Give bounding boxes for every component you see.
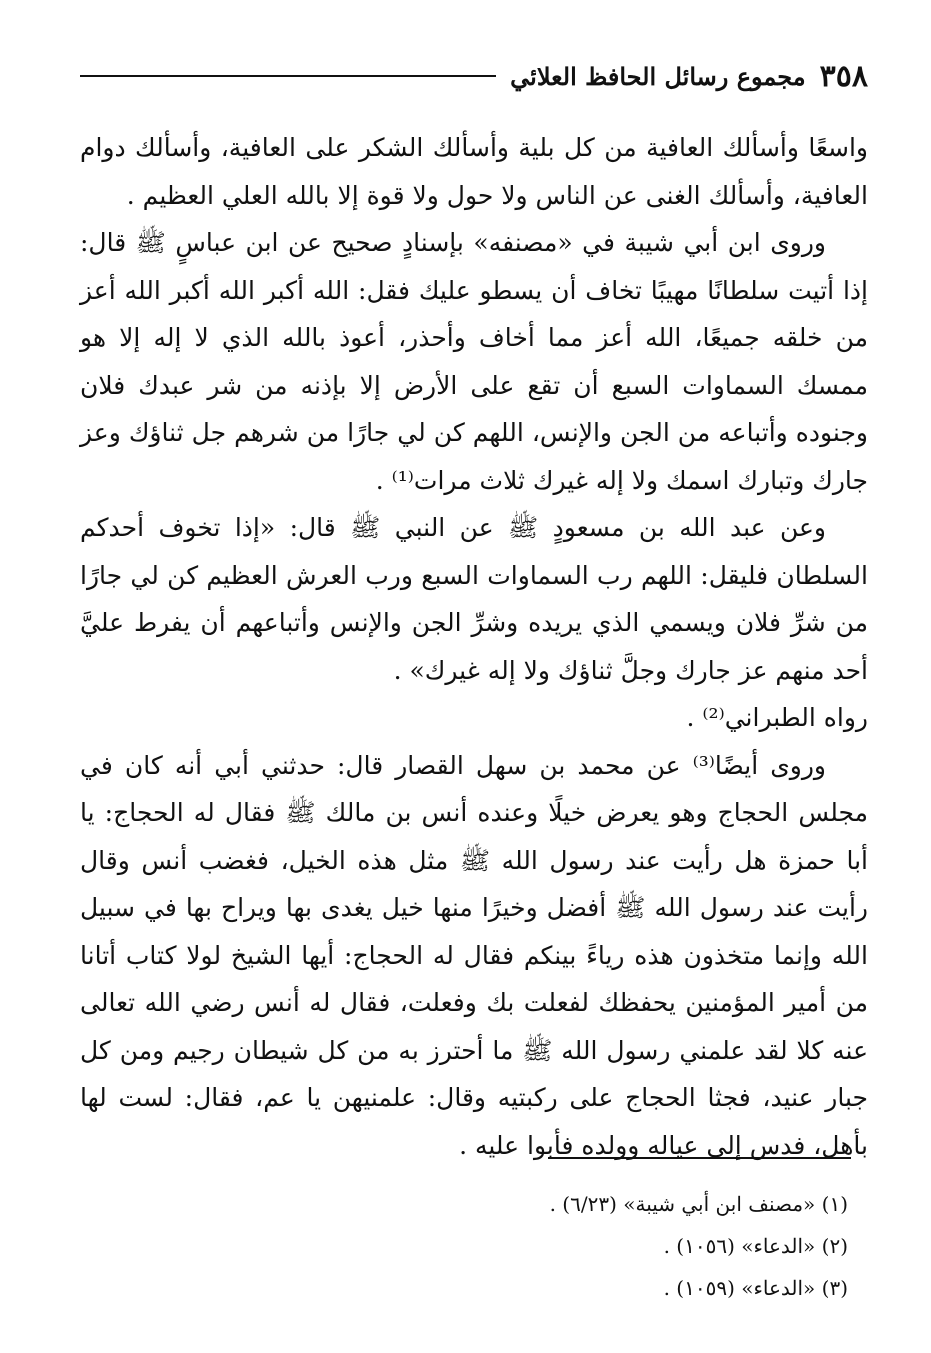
- main-text: [80, 124, 868, 1169]
- header-rule: [80, 75, 496, 77]
- book-title: مجموع رسائل الحافظ العلائي: [510, 61, 806, 91]
- paragraph: رواه الطبراني⁽²⁾ .: [686, 703, 868, 732]
- paragraph: وروى أيضًا⁽³⁾ عن محمد بن سهل القصار قال: حدثني أبي أنه كان في مجلس الحجاج وهو يعرض خيلًا وعنده أنس بن مالك ﷺ فقال له الحجاج: يا أبا حمزة هل رأيت عند رسول الله ﷺ مثل هذه الخيل، فغضب أنس وقال رأيت عند رسول الله ﷺ أفضل وخيرًا منها خيل يغدى بها ويراح بها في سبيل الله وإنما متخذون هذه رياءً بينكم فقال له الحجاج: أيها الشيخ لولا كتاب أتانا من أمير المؤمنين يحفظك لفعلت بك وفعلت، فقال له أنس رضي الله تعالى عنه كلا لقد علمني رسول الله ﷺ ما أحترز به من كل شيطان رجيم ومن كل جبار عنيد، فجثا الحجاج على ركبتيه وقال: علمنيهن يا عم، فقال: لست لها بأهل، فدس إلى عياله وولده فأبوا عليه .: [80, 750, 868, 1160]
- paragraph: واسعًا وأسألك العافية من كل بلية وأسألك الشكر على العافية، وأسألك دوام العافية، وأسألك الغنى عن الناس ولا حول ولا قوة إلا بالله العلي العظيم .: [80, 133, 868, 210]
- footnote: (٣) «الدعاء» (١٠٥٩) .: [663, 1276, 848, 1300]
- footnotes: [80, 1183, 848, 1309]
- page-number: ٣٥٨: [819, 58, 868, 94]
- footnote: (٢) «الدعاء» (١٠٥٦) .: [663, 1234, 848, 1258]
- paragraph: وروى ابن أبي شيبة في «مصنفه» بإسنادٍ صحيح عن ابن عباسٍ ﷺ قال: إذا أتيت سلطانًا مهيبًا تخاف أن يسطو عليك فقل: الله أكبر الله أكبر الله أعز من خلقه جميعًا، الله أعز مما أخاف وأحذر، أعوذ بالله الذي لا إله إلا هو ممسك السماوات السبع أن تقع على الأرض إلا بإذنه من شر عبدك فلان وجنوده وأتباعه من الجن والإنس، اللهم كن لي جارًا من شرهم جل ثناؤك وعز جارك وتبارك اسمك ولا إله غيرك ثلاث مرات⁽¹⁾ .: [80, 228, 868, 495]
- footnote-separator: [548, 1157, 851, 1159]
- page-header: [80, 54, 868, 98]
- footnote: (١) «مصنف ابن أبي شيبة» (٦/٢٣) .: [549, 1192, 848, 1216]
- paragraph: وعن عبد الله بن مسعودٍ ﷺ عن النبي ﷺ قال: «إذا تخوف أحدكم السلطان فليقل: اللهم رب السماوات السبع ورب العرش العظيم كن لي جارًا من شرِّ فلان ويسمي الذي يريده وشرِّ الجن والإنس وأتباعهم أن يفرط عليَّ أحد منهم عز جارك وجلَّ ثناؤك ولا إله غيرك» .: [80, 513, 868, 685]
